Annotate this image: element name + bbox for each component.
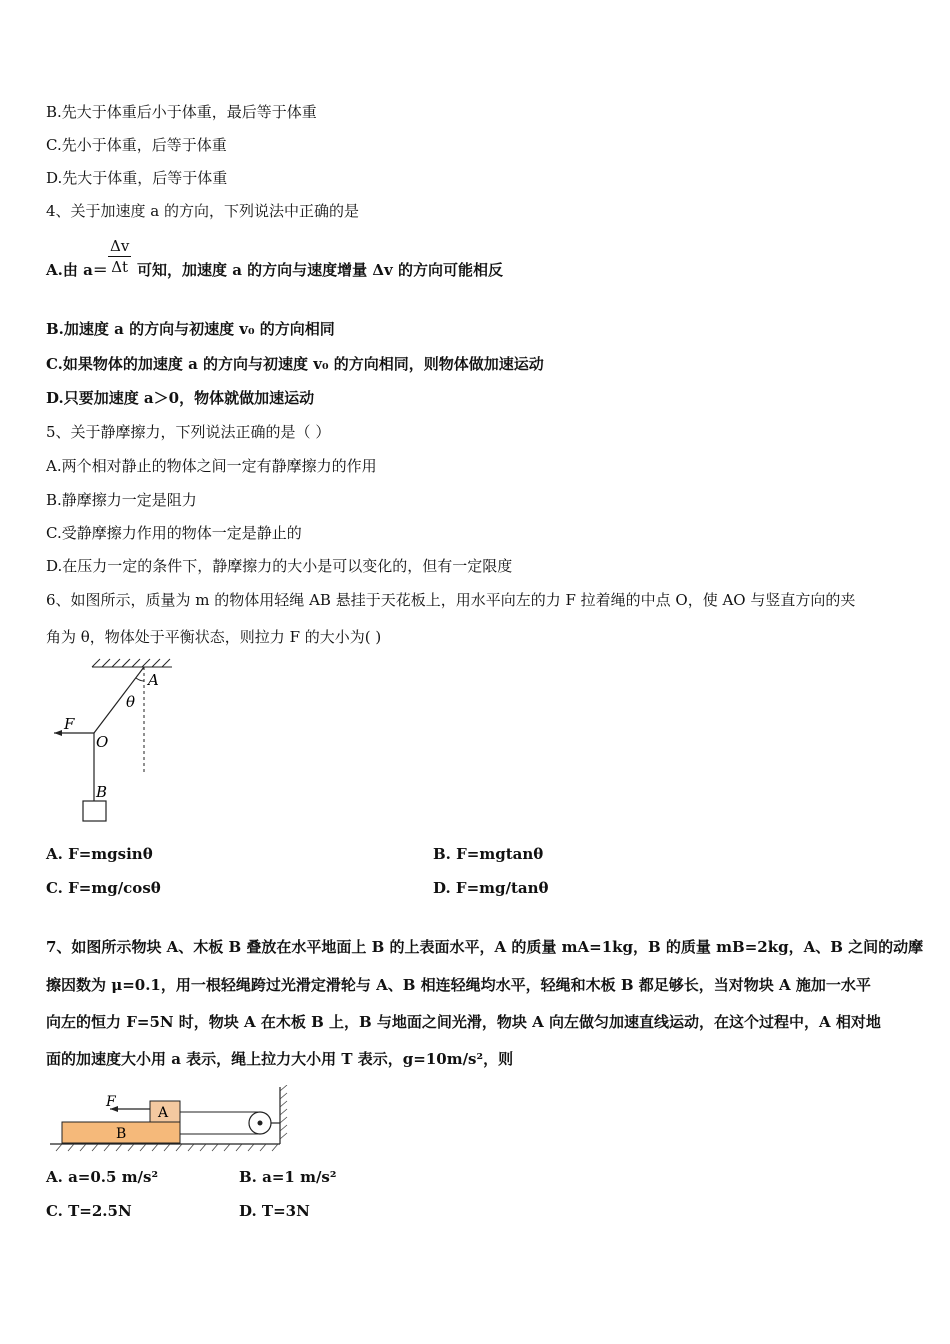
q3-option-c: C.先小于体重，后等于体重 xyxy=(46,136,227,154)
q7-option-d: D. T=3N xyxy=(239,1202,310,1220)
q5-stem: 5、关于静摩擦力，下列说法正确的是（ ） xyxy=(46,423,331,441)
q6-option-d: D. F=mg/tanθ xyxy=(433,879,549,897)
q4-option-d: D.只要加速度 a＞0，物体就做加速运动 xyxy=(46,389,315,407)
q4-fraction-denominator: Δt xyxy=(111,258,129,276)
ceiling-hatch xyxy=(92,659,172,667)
label-a: A xyxy=(158,1105,169,1121)
angle-arc xyxy=(136,678,144,681)
q6-option-a: A. F=mgsinθ xyxy=(46,845,153,863)
q5-option-c: C.受静摩擦力作用的物体一定是静止的 xyxy=(46,524,302,542)
q4-option-a-text: 可知，加速度 a 的方向与速度增量 Δv 的方向可能相反 xyxy=(137,261,503,279)
q7-option-a: A. a=0.5 m/s² xyxy=(46,1168,159,1186)
label-theta: θ xyxy=(126,693,136,711)
label-a: A xyxy=(148,671,159,689)
label-o: O xyxy=(96,733,109,751)
q7-stem-line1: 7、如图所示物块 A、木板 B 叠放在水平地面上 B 的上表面水平，A 的质量 mA=1kg，B 的质量 mB=2kg，A、B 之间的动摩 xyxy=(46,938,924,956)
label-b: B xyxy=(116,1126,127,1142)
q5-option-b: B.静摩擦力一定是阻力 xyxy=(46,491,197,509)
label-f: F xyxy=(64,715,75,733)
q6-stem-line2: 角为 θ，物体处于平衡状态，则拉力 F 的大小为( ) xyxy=(46,628,382,646)
q7-option-c: C. T=2.5N xyxy=(46,1202,132,1220)
q7-stem-line4: 面的加速度大小用 a 表示，绳上拉力大小用 T 表示，g=10m/s²，则 xyxy=(46,1050,514,1068)
q4-fraction-numerator: Δv xyxy=(110,237,130,255)
q5-option-a: A.两个相对静止的物体之间一定有静摩擦力的作用 xyxy=(46,457,377,475)
q7-figure xyxy=(46,1085,296,1155)
q6-option-c: C. F=mg/cosθ xyxy=(46,879,161,897)
q4-option-c: C.如果物体的加速度 a 的方向与初速度 v₀ 的方向相同，则物体做加速运动 xyxy=(46,355,544,373)
q6-stem-line1: 6、如图所示，质量为 m 的物体用轻绳 AB 悬挂于天花板上，用水平向左的力 F 拉着绳的中点 O，使 AO 与竖直方向的夹 xyxy=(46,591,856,609)
q6-figure xyxy=(40,655,190,830)
wall-hatch xyxy=(280,1085,287,1139)
q4-option-b: B.加速度 a 的方向与初速度 v₀ 的方向相同 xyxy=(46,320,335,338)
q7-stem-line2: 擦因数为 μ=0.1，用一根轻绳跨过光滑定滑轮与 A、B 相连轻绳均水平，轻绳和木板 B 都足够长，当对物块 A 施加一水平 xyxy=(46,976,871,994)
q5-option-d: D.在压力一定的条件下，静摩擦力的大小是可以变化的，但有一定限度 xyxy=(46,557,513,575)
q6-option-b: B. F=mgtanθ xyxy=(433,845,544,863)
label-f: F xyxy=(106,1094,116,1110)
q3-option-d: D.先大于体重，后等于体重 xyxy=(46,169,228,187)
ground-hatch xyxy=(56,1144,278,1151)
q4-stem: 4、关于加速度 a 的方向，下列说法中正确的是 xyxy=(46,202,360,220)
q7-stem-line3: 向左的恒力 F=5N 时，物块 A 在木板 B 上，B 与地面之间光滑，物块 A 向左做匀加速直线运动，在这个过程中，A 相对地 xyxy=(46,1013,881,1031)
rope-ao xyxy=(94,667,144,733)
q7-option-b: B. a=1 m/s² xyxy=(239,1168,337,1186)
q4-option-a-prefix: A.由 a＝ xyxy=(46,261,108,279)
q3-option-b: B.先大于体重后小于体重，最后等于体重 xyxy=(46,103,317,121)
label-b: B xyxy=(96,783,108,801)
mass-block-b xyxy=(83,801,106,821)
q4-fraction xyxy=(108,236,131,277)
